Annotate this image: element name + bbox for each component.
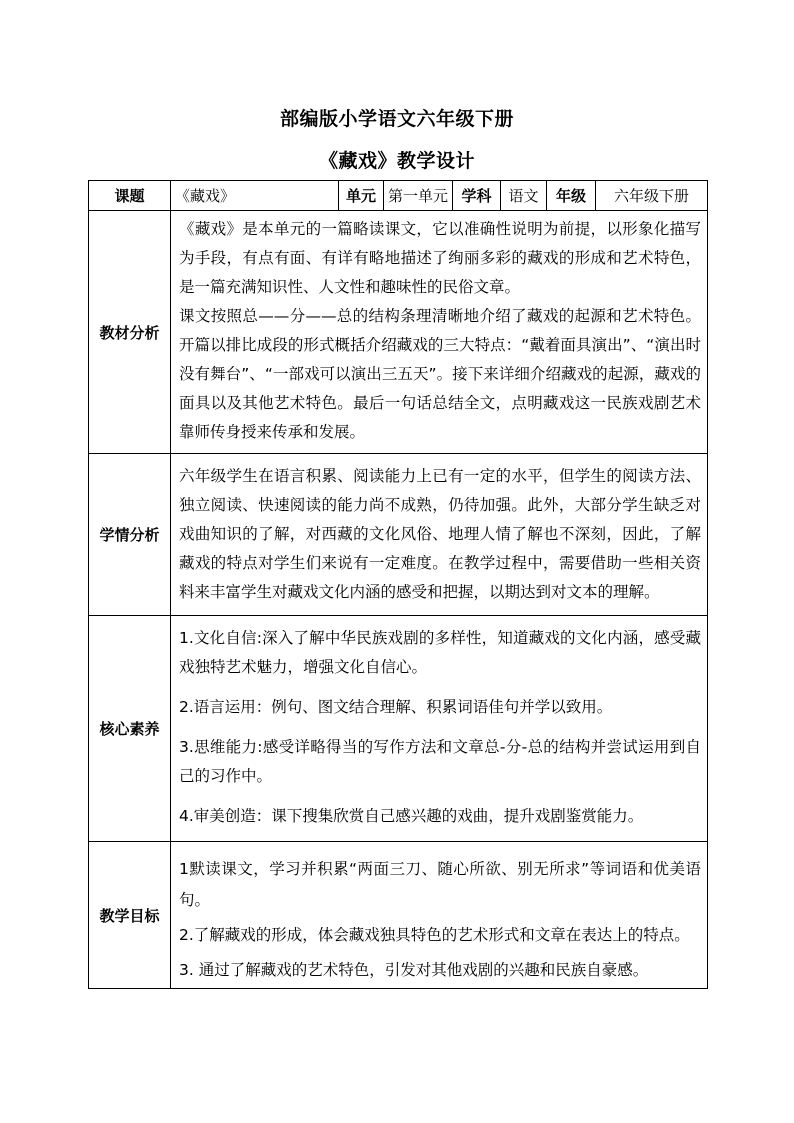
doc-title: 部编版小学语文六年级下册 xyxy=(279,108,514,130)
subject-value: 语文 xyxy=(501,181,547,211)
core-literacy-label: 核心素养 xyxy=(89,616,171,842)
teaching-goals-label: 教学目标 xyxy=(89,842,171,989)
goal-item: 3. 通过了解藏戏的艺术特色，引发对其他戏剧的兴趣和民族自豪感。 xyxy=(179,961,649,979)
subject-label: 学科 xyxy=(453,181,501,211)
student-analysis-content xyxy=(171,454,708,616)
teaching-goals-content xyxy=(171,842,708,989)
core-literacy-row xyxy=(89,616,708,842)
teaching-goals-row xyxy=(89,842,708,989)
material-paragraph: 《藏戏》是本单元的一篇略读课文，它以准确性说明为前提，以形象化描写为手段，有点有面、有详有略地描述了绚丽多彩的藏戏的形成和艺术特色，是一篇充满知识性、人文性和趣味性的民俗文章。 xyxy=(179,220,701,296)
material-analysis-content xyxy=(171,211,708,454)
literacy-item: 3.思维能力:感受详略得当的写作方法和文章总-分-总的结构并尝试运用到自己的习作中。 xyxy=(179,738,701,785)
goal-item: 2.了解藏戏的形成，体会藏戏独具特色的艺术形式和文章在表达上的特点。 xyxy=(179,926,690,944)
goal-item: 1默读课文，学习并积累“两面三刀、随心所欲、别无所求”等词语和优美语句。 xyxy=(179,860,701,909)
student-analysis-label: 学情分析 xyxy=(89,454,171,616)
topic-value: 《藏戏》 xyxy=(171,181,339,211)
literacy-item: 4.审美创造：课下搜集欣赏自己感兴趣的戏曲，提升戏剧鉴赏能力。 xyxy=(179,807,644,825)
literacy-item: 2.语言运用：例句、图文结合理解、积累词语佳句并学以致用。 xyxy=(179,698,613,716)
student-analysis-row xyxy=(89,454,708,616)
core-literacy-content xyxy=(171,616,708,842)
literacy-item: 1.文化自信:深入了解中华民族戏剧的多样性，知道藏戏的文化内涵，感受藏戏独特艺术魅力，增强文化自信心。 xyxy=(179,629,701,676)
student-paragraph: 六年级学生在语言积累、阅读能力上已有一定的水平，但学生的阅读方法、独立阅读、快速阅读的能力尚不成熟，仍待加强。此外，大部分学生缺乏对戏曲知识的了解，对西藏的文化风俗、地理人情了解也不深刻，因此，了解藏戏的特点对学生们来说有一定难度。在教学过程中，需要借助一些相关资料来丰富学生对藏戏文化内涵的感受和把握，以期达到对文本的理解。 xyxy=(179,467,701,601)
grade-value: 六年级下册 xyxy=(596,181,708,211)
topic-label: 课题 xyxy=(89,181,171,211)
grade-label: 年级 xyxy=(547,181,596,211)
unit-value: 第一单元 xyxy=(384,181,453,211)
material-analysis-label: 教材分析 xyxy=(89,211,171,454)
unit-label: 单元 xyxy=(339,181,384,211)
material-analysis-row xyxy=(89,211,708,454)
material-paragraph: 课文按照总——分——总的结构条理清晰地介绍了藏戏的起源和艺术特色。开篇以排比成段的形式概括介绍藏戏的三大特点：“戴着面具演出”、“演出时没有舞台”、“一部戏可以演出三五天”。接下来详细介绍藏戏的起源，藏戏的面具以及其他艺术特色。最后一句话总结全文，点明藏戏这一民族戏剧艺术靠师传身授来传承和发展。 xyxy=(179,307,701,441)
lesson-plan-table xyxy=(88,180,708,989)
header-row xyxy=(89,181,708,211)
doc-subtitle: 《藏戏》教学设计 xyxy=(318,150,475,172)
